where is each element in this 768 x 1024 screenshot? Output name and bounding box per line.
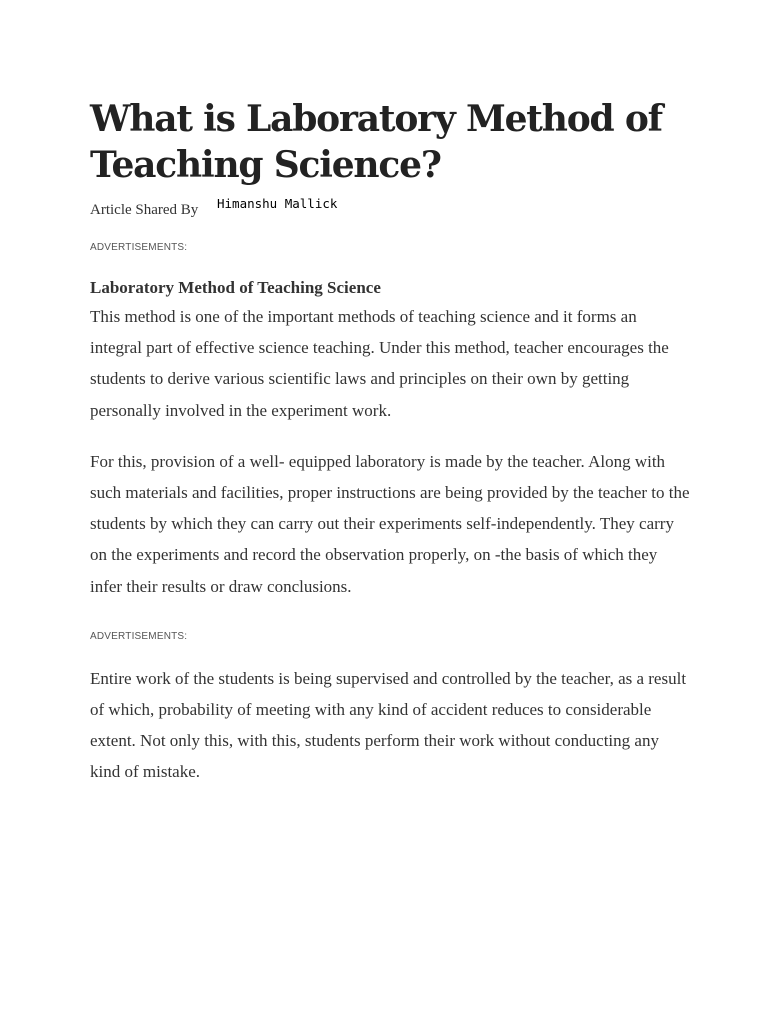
byline-label: Article Shared By [90,202,199,218]
paragraph: This method is one of the important methods of teaching science and it forms an integral part of effective science teaching. Under this method, teacher encourages the students to derive various scientific laws and principles on their own by getting personally involved in the experiment work. [90,307,669,420]
byline [90,196,690,222]
author-name[interactable]: Himanshu Mallick [217,196,338,211]
advertisement-label: ADVERTISEMENTS: [90,242,188,253]
paragraph: For this, provision of a well- equipped laboratory is made by the teacher. Along with such materials and facilities, proper instructions are being provided by the teacher to the students by which they can carry out their experiments self-independently. They carry on the experiments and record the observation properly, on -the basis of which they infer their results or draw conclusions. [90,451,690,596]
article-title: What is Laboratory Method of Teaching Science? [90,98,662,186]
article-container [90,96,690,788]
section-heading: Laboratory Method of Teaching Science [90,278,381,297]
paragraph: Entire work of the students is being supervised and controlled by the teacher, as a result of which, probability of meeting with any kind of accident reduces to considerable extent. Not only this, with this, students perform their work without conducting any kind of mistake. [90,668,687,782]
advertisement-label: ADVERTISEMENTS: [90,630,188,642]
